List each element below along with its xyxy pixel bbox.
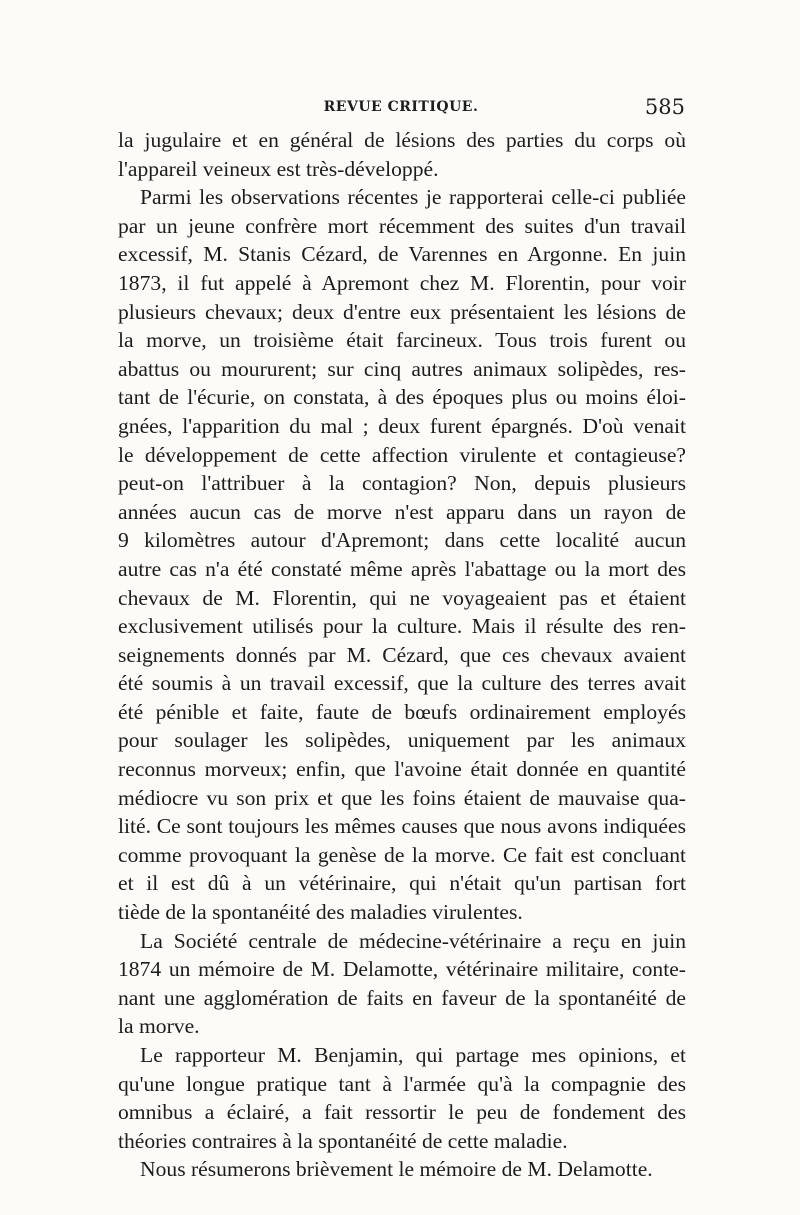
text-line: La Société centrale de médecine-vétérinaire a reçu en juin bbox=[140, 928, 686, 953]
text-line: l'appareil veineux est très-développé. bbox=[118, 156, 439, 181]
text-line: tant de l'écurie, on constata, à des époques plus ou moins éloi- bbox=[118, 385, 686, 410]
text-line: nant une agglomération de faits en faveur de la spontanéité de bbox=[118, 985, 686, 1010]
text-line: peut-on l'attribuer à la contagion? Non, depuis plusieurs bbox=[118, 471, 686, 496]
text-line: années aucun cas de morve n'est apparu dans un rayon de bbox=[118, 499, 686, 524]
text-line: Parmi les observations récentes je rapporterai celle-ci publiée bbox=[140, 185, 686, 210]
text-line: la morve, un troisième était farcineux. Tous trois furent ou bbox=[118, 328, 686, 353]
text-line: exclusivement utilisés pour la culture. Mais il résulte des ren- bbox=[118, 614, 686, 639]
page-number: 585 bbox=[644, 95, 685, 119]
running-head bbox=[117, 95, 685, 121]
text-line: la morve. bbox=[118, 1014, 200, 1039]
text-line: et il est dû à un vétérinaire, qui n'était qu'un partisan fort bbox=[118, 871, 686, 896]
running-title: REVUE CRITIQUE. bbox=[323, 99, 479, 115]
text-line: tiède de la spontanéité des maladies virulentes. bbox=[118, 900, 523, 925]
text-line: excessif, M. Stanis Cézard, de Varennes en Argonne. En juin bbox=[118, 242, 686, 267]
text-line: plusieurs chevaux; deux d'entre eux présentaient les lésions de bbox=[118, 299, 686, 324]
text-line: la jugulaire et en général de lésions des parties du corps où bbox=[118, 128, 686, 152]
text-line: abattus ou moururent; sur cinq autres animaux solipèdes, res- bbox=[118, 356, 686, 381]
text-line: Le rapporteur M. Benjamin, qui partage mes opinions, et bbox=[140, 1043, 686, 1067]
text-line: médiocre vu son prix et que les foins étaient de mauvaise qua- bbox=[118, 785, 686, 810]
text-line: été pénible et faite, faute de bœufs ordinairement employés bbox=[118, 699, 686, 724]
text-line: par un jeune confrère mort récemment des suites d'un travail bbox=[118, 213, 686, 238]
text-line: le développement de cette affection virulente et contagieuse? bbox=[118, 442, 686, 467]
text-line: seignements donnés par M. Cézard, que ces chevaux avaient bbox=[118, 642, 686, 667]
text-line: 9 kilomètres autour d'Apremont; dans cette localité aucun bbox=[118, 528, 686, 553]
text-line: théories contraires à la spontanéité de cette maladie. bbox=[118, 1128, 568, 1153]
text-line: lité. Ce sont toujours les mêmes causes que nous avons indiquées bbox=[118, 814, 686, 839]
text-line: pour soulager les solipèdes, uniquement par les animaux bbox=[118, 728, 686, 753]
text-line: Nous résumerons brièvement le mémoire de M. Delamotte. bbox=[140, 1157, 653, 1182]
text-line: qu'une longue pratique tant à l'armée qu'à la compagnie des bbox=[118, 1071, 686, 1096]
body-text bbox=[118, 126, 686, 1184]
text-line: chevaux de M. Florentin, qui ne voyageaient pas et étaient bbox=[118, 585, 686, 610]
text-line: autre cas n'a été constaté même après l'abattage ou la mort des bbox=[118, 556, 686, 581]
text-line: comme provoquant la genèse de la morve. Ce fait est concluant bbox=[118, 842, 686, 867]
text-line: reconnus morveux; enfin, que l'avoine était donnée en quantité bbox=[118, 757, 686, 782]
text-line: 1874 un mémoire de M. Delamotte, vétérinaire militaire, conte- bbox=[118, 957, 686, 982]
text-line: omnibus a éclairé, a fait ressortir le peu de fondement des bbox=[118, 1100, 686, 1125]
text-line: gnées, l'apparition du mal ; deux furent épargnés. D'où venait bbox=[118, 413, 686, 438]
text-line: été soumis à un travail excessif, que la culture des terres avait bbox=[118, 671, 686, 696]
text-line: 1873, il fut appelé à Apremont chez M. Florentin, pour voir bbox=[118, 270, 686, 295]
